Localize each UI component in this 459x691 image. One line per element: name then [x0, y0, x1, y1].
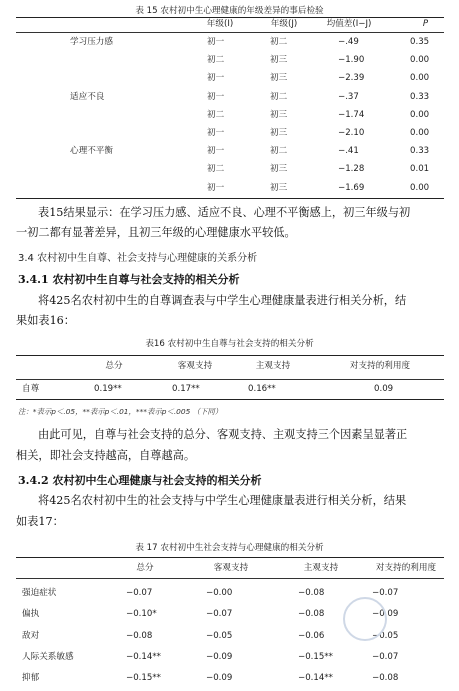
table15-cell-p: 0.00 — [410, 128, 430, 138]
table15-cell-year-j: 初三 — [270, 128, 288, 138]
table15-header-year-j: 年级(J) — [270, 19, 298, 29]
table17-row-label: 强迫症状 — [22, 588, 57, 598]
table17-cell-subjective: −0.08 — [298, 588, 325, 598]
table15-top-rule — [16, 17, 444, 18]
table17-header-rule — [16, 578, 444, 579]
table16-top-rule — [16, 355, 444, 356]
table15-cell-mean-diff: −1.90 — [338, 55, 365, 66]
table16-header-objective: 客观支持 — [177, 361, 213, 371]
table17-cell-objective: −0.05 — [206, 630, 233, 641]
table17-cell-subjective: −0.14** — [298, 673, 333, 684]
table15-cell-year-j: 初二 — [270, 91, 288, 102]
table16-cell-subjective: 0.16** — [248, 384, 276, 394]
table15-row-label: 心理不平衡 — [70, 146, 113, 157]
paragraph-table15-result-line2: 一初二都有显著差异，且初三年级的心理健康水平较低。 — [16, 226, 296, 239]
section-3-4-1-heading: 3.4.1 农村初中生自尊与社会支持的相关分析 — [18, 273, 240, 286]
table15-cell-year-i: 初一 — [207, 37, 225, 47]
table17-row-label: 偏执 — [22, 609, 40, 620]
table15-cell-mean-diff: −.41 — [338, 146, 359, 157]
table16-cell-objective: 0.17** — [172, 384, 200, 394]
table15-bottom-rule — [16, 198, 444, 199]
table17-cell-utilization: −0.07 — [372, 651, 399, 662]
table16-caption: 表16 农村初中生自尊与社会支持的相关分析 — [145, 339, 314, 349]
table17-cell-objective: −0.09 — [206, 651, 233, 662]
table17-cell-utilization: −0.09 — [372, 609, 399, 620]
table15-cell-mean-diff: −1.69 — [338, 182, 365, 193]
table17-top-rule — [16, 557, 444, 558]
paragraph-table16-intro-line1: 将425名农村初中生的自尊调查表与中学生心理健康量表进行相关分析，结 — [38, 294, 407, 307]
table17-cell-total: −0.08 — [126, 630, 153, 641]
table15-cell-year-i: 初一 — [207, 91, 225, 102]
table17-cell-total: −0.14** — [126, 651, 161, 662]
table15-cell-p: 0.35 — [410, 37, 430, 47]
table15-cell-mean-diff: −2.39 — [338, 73, 365, 84]
table15-cell-year-j: 初三 — [270, 164, 288, 175]
table15-cell-year-j: 初二 — [270, 37, 288, 47]
section-3-4-heading: 3.4 农村初中生自尊、社会支持与心理健康的关系分析 — [18, 253, 258, 264]
table15-cell-mean-diff: −.37 — [338, 91, 359, 102]
table16-cell-total: 0.19** — [94, 384, 122, 394]
table17-row-label: 人际关系敏感 — [22, 651, 74, 662]
paragraph-table17-intro-line2: 如表17： — [16, 515, 64, 528]
table15-cell-year-i: 初一 — [207, 73, 225, 84]
table17-cell-total: −0.15** — [126, 673, 161, 684]
table15-header-year-i: 年级(I) — [206, 19, 234, 29]
table15-cell-year-j: 初三 — [270, 73, 288, 84]
table15-header-mean-diff: 均值差(I−J) — [326, 19, 372, 29]
paragraph-table16-result-line1: 由此可见，自尊与社会支持的总分、客观支持、主观支持三个因素呈显著正 — [38, 428, 408, 441]
paragraph-table17-intro-line1: 将425名农村初中生的社会支持与中学生心理健康量表进行相关分析，结果 — [38, 494, 407, 507]
table17-caption: 表 17 农村初中生社会支持与心理健康的相关分析 — [135, 543, 324, 553]
table15-header-p: P — [422, 19, 428, 29]
table15-cell-year-i: 初二 — [207, 164, 225, 175]
section-3-4-2-heading: 3.4.2 农村初中生心理健康与社会支持的相关分析 — [18, 474, 262, 487]
paragraph-table16-result-line2: 相关，即社会支持越高，自尊越高。 — [16, 449, 196, 462]
table15-cell-p: 0.33 — [410, 146, 430, 157]
table17-cell-objective: −0.07 — [206, 609, 233, 620]
table15-header-rule — [16, 32, 444, 33]
table15-cell-year-j: 初三 — [270, 109, 288, 120]
table17-cell-subjective: −0.08 — [298, 609, 325, 620]
table17-cell-objective: −0.00 — [206, 588, 233, 598]
table15-row-label: 学习压力感 — [70, 37, 113, 47]
table15-cell-p: 0.00 — [410, 109, 430, 120]
table15-cell-p: 0.00 — [410, 55, 430, 66]
table16-header-utilization: 对支持的利用度 — [349, 361, 411, 371]
table15-cell-mean-diff: −1.74 — [338, 109, 365, 120]
paragraph-table16-intro-line2: 果如表16： — [16, 314, 75, 327]
table17-cell-utilization: −0.05 — [372, 630, 399, 641]
table16-header-subjective: 主观支持 — [255, 361, 291, 371]
table16-header-rule — [16, 379, 444, 380]
table15-cell-p: 0.00 — [410, 182, 430, 193]
table17-cell-utilization: −0.07 — [372, 588, 399, 598]
table17-header-utilization: 对支持的利用度 — [375, 563, 437, 573]
paragraph-table15-result-line1: 表15结果显示：在学习压力感、适应不良、心理不平衡感上，初三年级与初 — [38, 206, 411, 219]
table15-cell-p: 0.00 — [410, 73, 430, 84]
table17-cell-utilization: −0.08 — [372, 673, 399, 684]
table17-header-total: 总分 — [136, 563, 154, 573]
table15-caption: 表 15 农村初中生心理健康的年级差异的事后检验 — [135, 6, 324, 16]
table15-cell-year-i: 初二 — [207, 109, 225, 120]
table17-row-label: 抑郁 — [22, 673, 40, 684]
table17-cell-subjective: −0.06 — [298, 630, 325, 641]
table15-cell-p: 0.33 — [410, 91, 430, 102]
table17-cell-total: −0.10* — [126, 609, 157, 620]
table15-cell-mean-diff: −.49 — [338, 37, 359, 47]
significance-note: 注：*表示p＜.05，**表示p＜.01，***表示p＜.005 （下同） — [18, 407, 223, 416]
table15-cell-year-i: 初一 — [207, 182, 225, 193]
table15-cell-year-i: 初一 — [207, 128, 225, 138]
table16-cell-utilization: 0.09 — [374, 384, 394, 394]
table15-cell-year-j: 初三 — [270, 55, 288, 66]
table16-header-total: 总分 — [105, 361, 123, 371]
table15-cell-mean-diff: −2.10 — [338, 128, 365, 138]
table17-row-label: 敌对 — [22, 630, 40, 641]
table15-cell-p: 0.01 — [410, 164, 430, 175]
table17-cell-objective: −0.09 — [206, 673, 233, 684]
table15-cell-mean-diff: −1.28 — [338, 164, 365, 175]
table15-cell-year-j: 初二 — [270, 146, 288, 157]
watermark-logo-icon — [343, 597, 387, 641]
table16-bottom-rule — [16, 399, 444, 400]
table17-cell-subjective: −0.15** — [298, 651, 333, 662]
table16-row-label: 自尊 — [22, 384, 40, 394]
table15-row-label: 适应不良 — [70, 91, 105, 102]
table17-header-objective: 客观支持 — [213, 563, 249, 573]
table17-cell-total: −0.07 — [126, 588, 153, 598]
table15-cell-year-i: 初一 — [207, 146, 225, 157]
table17-header-subjective: 主观支持 — [303, 563, 339, 573]
table15-cell-year-j: 初三 — [270, 182, 288, 193]
table15-cell-year-i: 初二 — [207, 55, 225, 66]
